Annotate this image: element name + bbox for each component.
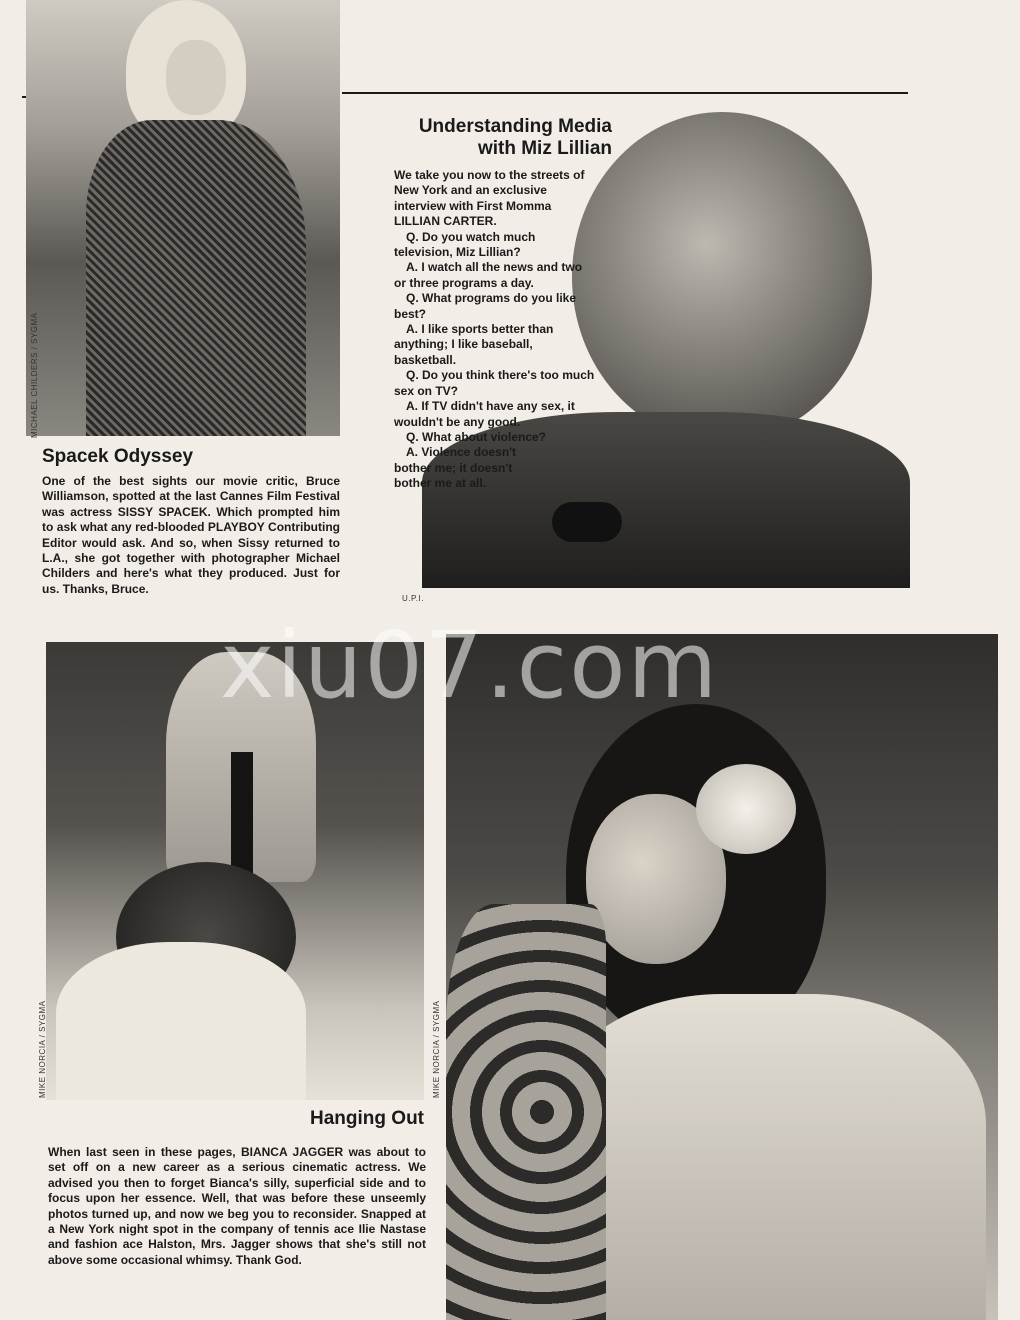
media-answer: A. I watch all the news and two or three programs a day. [394, 260, 583, 290]
hanging-body: When last seen in these pages, BIANCA JAGGER was about to set off on a new career as a serious cinematic actress. We advised you then to forget Bianca's silly, superficial side and to focus upon her essence. Well, that was before these unseemly photos turned up, and now we beg you to reconsider. Snapped at a New York night spot in the company of tennis ace Ilie Nastase and fashion ace Halston, Mrs. Jagger shows that she's still not above some occasional whimsy. Thank God. [48, 1145, 426, 1267]
media-question: Q. Do you think there's too much sex on TV? [394, 368, 595, 398]
media-interview-body [394, 168, 596, 492]
media-answer: A. I like sports better than anything; I like baseball, basketball. [394, 322, 554, 367]
nastase-photo [46, 642, 424, 1100]
media-headline-line1: Understanding Media [418, 116, 612, 137]
media-headline-line2: with Miz Lillian [477, 138, 612, 159]
hanging-headline: Hanging Out [310, 1108, 424, 1129]
face-shape [166, 40, 226, 115]
media-intro-paragraph: We take you now to the streets of New York and an exclusive interview with First Momma LILLIAN CARTER. [394, 168, 585, 229]
nastase-photo-credit: MIKE NORCIA / SYGMA [38, 1000, 47, 1098]
hair-flower-shape [696, 764, 796, 854]
spacek-headline: Spacek Odyssey [42, 446, 194, 467]
spacek-photo [26, 0, 340, 436]
spacek-body: One of the best sights our movie critic, Bruce Williamson, spotted at the last Cannes Film Festival was actress SISSY SPACEK. Which prompted him to ask what any red-blooded PLAYBOY Contributing Editor would ask. And so, when Sissy returned to L.A., she got together with photographer Michael Childers and here's what they produced. Just for us. Thanks, Bruce. [42, 474, 340, 596]
media-answer: A. If TV didn't have any sex, it wouldn't be any good. [394, 399, 575, 429]
spacek-photo-credit: MICHAEL CHILDERS / SYGMA [30, 312, 39, 438]
mesh-garment-shape [86, 120, 306, 436]
media-answer: A. Violence doesn't bother me; it doesn't bother me at all. [394, 445, 516, 491]
microphone-shape [552, 502, 622, 542]
floral-sleeve-shape [446, 904, 606, 1320]
media-question: Q. What about violence? [406, 429, 547, 444]
bianca-photo-credit: MIKE NORCIA / SYGMA [432, 1000, 441, 1098]
fur-coat-shape [56, 942, 306, 1100]
site-watermark: xiu07.com [220, 612, 720, 719]
bianca-photo [446, 634, 998, 1320]
media-question: Q. What programs do you like best? [394, 291, 577, 321]
lillian-photo-credit: U.P.I. [402, 594, 424, 603]
top-rule-right [342, 92, 908, 94]
media-question: Q. Do you watch much television, Miz Lillian? [394, 229, 536, 260]
bianca-dress-shape [546, 994, 986, 1320]
lillian-head-shape [572, 112, 872, 442]
